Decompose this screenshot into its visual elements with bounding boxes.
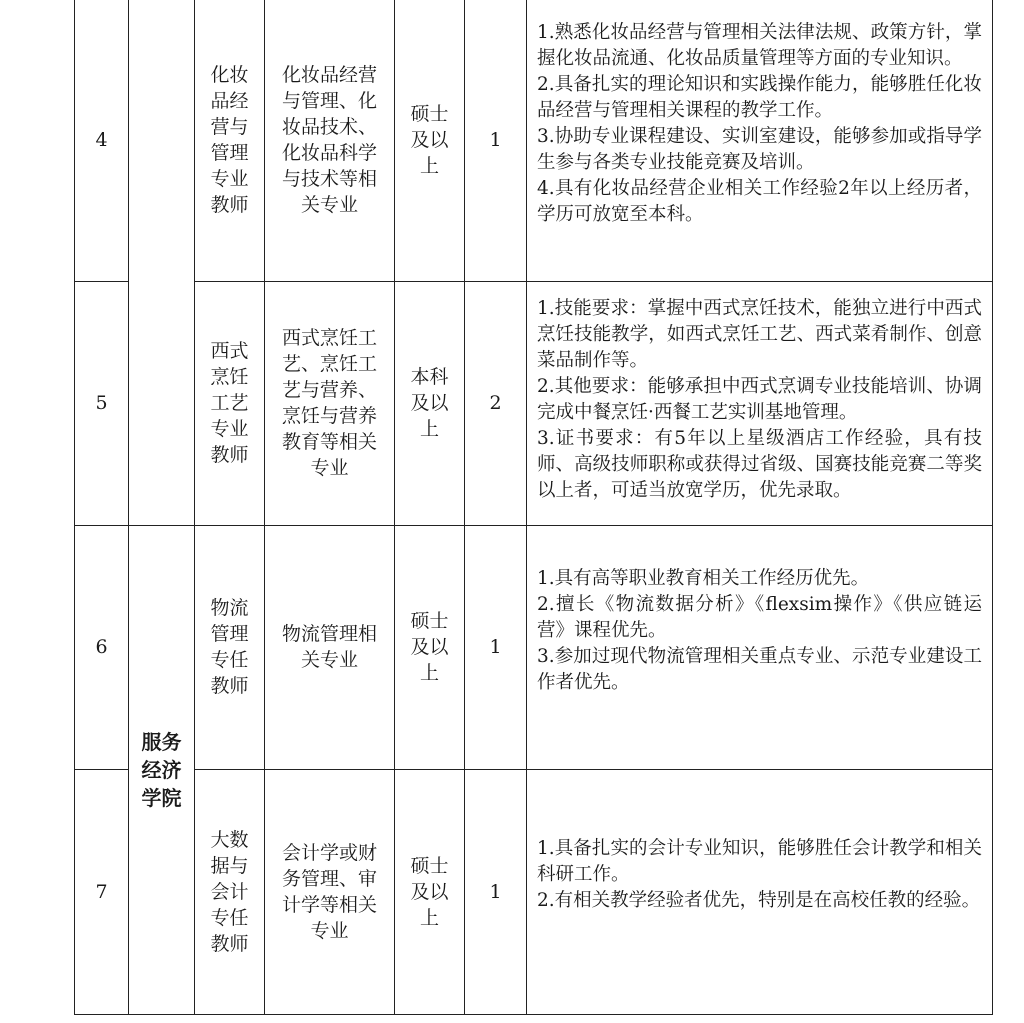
requirement-item: 2.具备扎实的理论知识和实践操作能力，能够胜任化妆品经营与管理相关课程的教学工作。 xyxy=(537,74,982,121)
department-cell-upper xyxy=(129,0,195,525)
requirements-cell xyxy=(527,0,993,281)
requirement-item: 2.其他要求：能够承担中西式烹调专业技能培训、协调完成中餐烹饪·西餐工艺实训基地管理。 xyxy=(537,375,982,423)
row-number: 7 xyxy=(75,769,129,1014)
count-cell: 2 xyxy=(465,281,527,525)
position-cell: 大数据与会计专任教师 xyxy=(195,769,265,1014)
requirements-cell xyxy=(527,769,993,1014)
requirement-item: 3.证书要求：有5年以上星级酒店工作经验，具有技师、高级技师职称或获得过省级、国赛技能竞赛二等奖以上者，可适当放宽学历，优先录取。 xyxy=(537,427,982,501)
education-cell: 本科及以上 xyxy=(395,281,465,525)
requirement-item: 2.有相关教学经验者优先，特别是在高校任教的经验。 xyxy=(537,889,981,911)
table-row xyxy=(75,281,993,525)
major-cell: 西式烹饪工艺、烹饪工艺与营养、烹饪与营养教育等相关专业 xyxy=(265,281,395,525)
table-row xyxy=(75,769,993,1014)
education-cell: 硕士及以上 xyxy=(395,525,465,769)
count-cell: 1 xyxy=(465,769,527,1014)
requirement-item: 1.技能要求：掌握中西式烹饪技术，能独立进行中西式烹饪技能教学，如西式烹饪工艺、西式菜肴制作、创意菜品制作等。 xyxy=(537,297,982,371)
position-cell: 西式烹饪工艺专业教师 xyxy=(195,281,265,525)
department-cell: 服务经济学院 xyxy=(129,525,195,1014)
requirement-item: 3.协助专业课程建设、实训室建设，能够参加或指导学生参与各类专业技能竞赛及培训。 xyxy=(537,126,982,173)
count-cell: 1 xyxy=(465,0,527,281)
education-cell: 硕士及以上 xyxy=(395,769,465,1014)
requirements-cell xyxy=(527,525,993,769)
requirement-item: 2.擅长《物流数据分析》《flexsim操作》《供应链运营》课程优先。 xyxy=(537,593,982,641)
requirement-item: 1.具有高等职业教育相关工作经历优先。 xyxy=(537,567,870,589)
row-number: 4 xyxy=(75,0,129,281)
requirement-item: 4.具有化妆品经营企业相关工作经验2年以上经历者，学历可放宽至本科。 xyxy=(537,178,982,225)
position-cell: 物流管理专任教师 xyxy=(195,525,265,769)
major-cell: 化妆品经营与管理、化妆品技术、化妆品科学与技术等相关专业 xyxy=(265,0,395,281)
major-cell: 会计学或财务管理、审计学等相关专业 xyxy=(265,769,395,1014)
requirement-item: 3.参加过现代物流管理相关重点专业、示范专业建设工作者优先。 xyxy=(537,645,982,693)
major-cell: 物流管理相关专业 xyxy=(265,525,395,769)
position-cell: 化妆品经营与管理专业教师 xyxy=(195,0,265,281)
requirements-cell xyxy=(527,281,993,525)
table-row xyxy=(75,0,993,281)
requirement-item: 1.熟悉化妆品经营与管理相关法律法规、政策方针，掌握化妆品流通、化妆品质量管理等方面的专业知识。 xyxy=(537,22,982,69)
row-number: 5 xyxy=(75,281,129,525)
count-cell: 1 xyxy=(465,525,527,769)
recruitment-table xyxy=(74,0,993,1015)
row-number: 6 xyxy=(75,525,129,769)
education-cell: 硕士及以上 xyxy=(395,0,465,281)
table-row xyxy=(75,525,993,769)
requirement-item: 1.具备扎实的会计专业知识，能够胜任会计教学和相关科研工作。 xyxy=(537,837,982,885)
